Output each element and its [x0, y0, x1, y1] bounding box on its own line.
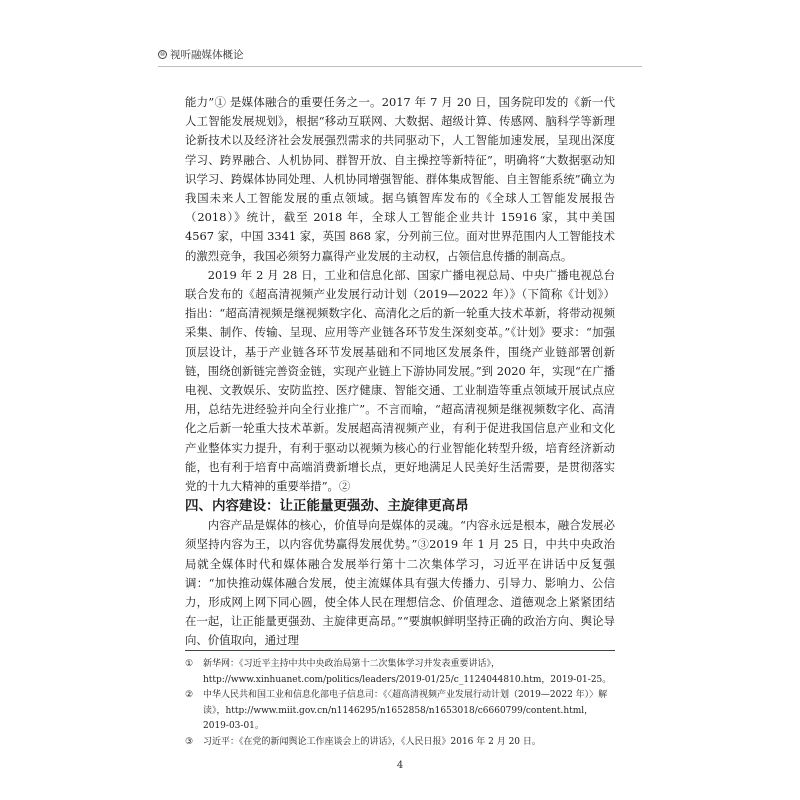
page-number: 4: [396, 760, 404, 771]
footnotes: [185, 650, 615, 750]
footnote-text: 新华网：《习近平主持中共中央政治局第十二次集体学习并发表重要讲话》，http://www.xinhuanet.com/politics/leaders/2019-01/25/c_1124044810.htm，2019-01-25。: [203, 659, 612, 685]
paragraph-2: 2019 年 2 月 28 日，工业和信息化部、国家广播电视总局、中央广播电视总台联合发布的《超高清视频产业发展行动计划（2019—2022 年）》（下简称《计划》）指出：“超高清视频是继视频数字化、高清化之后的新一轮重大技术革新，将带动视频采集、制作、传输、呈现、应用等产业链各环节发生深刻变革。”《计划》要求：“加强顶层设计，基于产业链各环节发展基础和不同地区发展条件，围绕产业链部署创新链，围绕创新链完善资金链，实现产业链上下游协同发展。”到 2020 年，实现“在广播电视、文教娱乐、安防监控、医疗健康、智能交通、工业制造等重点领域开展试点应用，总结先进经验并向全行业推广”。不言而喻，“超高清视频是继视频数字化、高清化之后新一轮重大技术革新。发展超高清视频产业，有利于促进我国信息产业和文化产业整体实力提升，有利于驱动以视频为核心的行业智能化转型升级，培育经济新动能，也有利于培育中高端消费新增长点，更好地满足人民美好生活需要，是贯彻落实党的十九大精神的重要举措”。②: [185, 267, 615, 494]
header-rule: [158, 66, 642, 67]
footnote-marker: ①: [185, 659, 194, 669]
running-header: [158, 47, 244, 62]
footnote-text: 习近平：《在党的新闻舆论工作座谈会上的讲话》，《人民日报》2016 年 2 月 20 日。: [203, 736, 541, 747]
body-text: [185, 93, 615, 651]
footnote-3: [185, 735, 615, 751]
footnote-2: [185, 688, 615, 735]
footnote-text: 中华人民共和国工业和信息化部电子信息司：《〈超高清视频产业发展行动计划（2019—2022 年）〉解读》，http://www.miit.gov.cn/n1146295/n1652858/n1653018/c6660799/content.html，2019-03-01。: [203, 690, 608, 731]
paragraph-3: 内容产品是媒体的核心，价值导向是媒体的灵魂。“内容永远是根本，融合发展必须坚持内容为王，以内容优势赢得发展优势。”③2019 年 1 月 25 日，中共中央政治局就全媒体时代和媒体融合发展举行第十二次集体学习，习近平在讲话中反复强调：“加快推动媒体融合发展，使主流媒体具有强大传播力、引导力、影响力、公信力，形成网上网下同心圆，使全体人民在理想信念、价值理念、道德观念上紧紧团结在一起，让正能量更强劲、主旋律更高昂。”“要旗帜鲜明坚持正确的政治方向、舆论导向、价值取向，通过理: [185, 518, 615, 648]
running-header-title: 视听融媒体概论: [170, 49, 244, 61]
chapter-badge-icon: ⑩: [159, 50, 166, 58]
footnote-marker: ③: [185, 736, 194, 747]
paragraph-1: 能力”① 是媒体融合的重要任务之一。2017 年 7 月 20 日，国务院印发的《新一代人工智能发展规划》，根据“移动互联网、大数据、超级计算、传感网、脑科学等新理论新技术以及经济社会发展强烈需求的共同驱动下，人工智能加速发展，呈现出深度学习、跨界融合、人机协同、群智开放、自主操控等新特征”，明确将“大数据驱动知识学习、跨媒体协同处理、人机协同增强智能、群体集成智能、自主智能系统”确立为我国未来人工智能发展的重点领域。据乌镇智库发布的《全球人工智能发展报告（2018）》统计，截至 2018 年，全球人工智能企业共计 15916 家，其中美国 4567 家，中国 3341 家，英国 868 家，分列前三位。面对世界范围内人工智能技术的激烈竞争，我国必须努力赢得产业发展的主动权，占领信息传播的制高点。: [185, 95, 615, 263]
footnote-marker: ②: [185, 690, 194, 700]
section-heading: 四、内容建设：让正能量更强劲、主旋律更高昂: [185, 498, 469, 515]
footnote-1: [185, 657, 615, 688]
